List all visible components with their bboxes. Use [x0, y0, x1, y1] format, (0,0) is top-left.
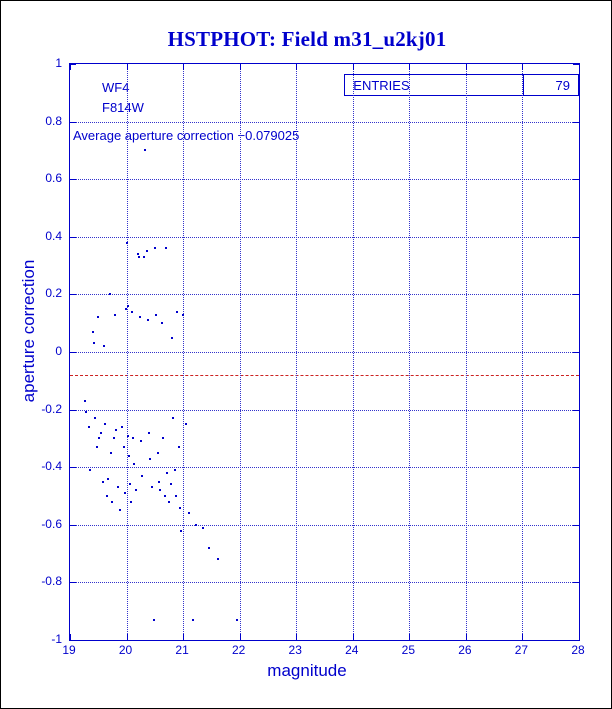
data-point — [126, 242, 128, 244]
data-point — [162, 437, 164, 439]
y-tick — [70, 122, 76, 123]
x-tick — [466, 634, 467, 640]
data-point — [93, 342, 95, 344]
y-tick — [573, 64, 579, 65]
data-point — [89, 469, 91, 471]
data-point — [135, 489, 137, 491]
data-point — [192, 619, 194, 621]
y-tick — [573, 582, 579, 583]
data-point — [174, 469, 176, 471]
y-tick — [70, 352, 76, 353]
annotation-filter: F814W — [102, 100, 144, 115]
data-point — [102, 481, 104, 483]
x-tick — [240, 64, 241, 70]
entries-divider — [523, 75, 524, 95]
x-tick — [409, 634, 410, 640]
y-tick-label: -0.8 — [41, 574, 62, 589]
data-point — [104, 423, 106, 425]
y-tick-label: -0.2 — [41, 401, 62, 416]
data-point — [178, 446, 180, 448]
x-tick — [127, 634, 128, 640]
data-point — [153, 619, 155, 621]
data-point — [127, 435, 129, 437]
data-point — [236, 619, 238, 621]
data-point — [182, 314, 184, 316]
x-tick-label: 25 — [401, 643, 416, 657]
plot-area — [69, 63, 580, 641]
x-tick-label: 23 — [288, 643, 302, 657]
data-point — [140, 440, 142, 442]
y-tick-label: 0.6 — [45, 171, 62, 186]
data-point — [110, 452, 112, 454]
data-point — [138, 256, 140, 258]
y-gridline — [70, 410, 579, 411]
data-point — [117, 486, 119, 488]
data-point — [179, 507, 181, 509]
data-point — [129, 483, 131, 485]
y-tick — [70, 64, 76, 65]
data-point — [149, 458, 151, 460]
y-gridline — [70, 352, 579, 353]
data-point — [172, 417, 174, 419]
y-axis-title: aperture correction — [19, 259, 38, 403]
data-point — [217, 558, 219, 560]
data-point — [98, 437, 100, 439]
x-tick — [240, 634, 241, 640]
y-gridline — [70, 582, 579, 583]
data-point — [168, 501, 170, 503]
data-point — [155, 314, 157, 316]
x-tick — [353, 64, 354, 70]
y-tick-label: 1 — [55, 56, 62, 70]
y-tick — [573, 352, 579, 353]
x-tick-label: 20 — [118, 643, 133, 657]
y-tick — [70, 467, 76, 468]
y-tick-label: -0.6 — [41, 516, 62, 531]
x-axis-title: magnitude — [267, 661, 347, 680]
y-gridline — [70, 467, 579, 468]
y-tick — [70, 525, 76, 526]
y-tick-label: 0.8 — [45, 113, 62, 128]
annotation-average: Average aperture correction −0.079025 — [73, 128, 300, 143]
data-point — [103, 345, 105, 347]
x-tick — [183, 634, 184, 640]
data-point — [123, 446, 125, 448]
data-point — [107, 478, 109, 480]
data-point — [96, 446, 98, 448]
x-tick — [466, 64, 467, 70]
data-point — [144, 149, 146, 151]
data-point — [176, 311, 178, 313]
y-gridline — [70, 525, 579, 526]
x-tick — [522, 634, 523, 640]
y-tick — [573, 525, 579, 526]
data-point — [147, 319, 149, 321]
entries-box — [344, 74, 579, 96]
data-point — [159, 489, 161, 491]
x-tick — [127, 64, 128, 70]
data-point — [84, 400, 86, 402]
x-tick — [409, 64, 410, 70]
y-tick — [70, 582, 76, 583]
y-tick-label: -0.4 — [41, 459, 62, 474]
data-point — [137, 253, 139, 255]
entries-value: 79 — [555, 78, 570, 93]
data-point — [124, 492, 126, 494]
x-tick — [296, 634, 297, 640]
data-point — [208, 547, 210, 549]
data-point — [141, 475, 143, 477]
data-point — [166, 472, 168, 474]
x-tick — [183, 64, 184, 70]
data-point — [113, 437, 115, 439]
x-tick — [579, 634, 580, 640]
data-point — [115, 429, 117, 431]
data-point — [158, 481, 160, 483]
y-tick — [573, 467, 579, 468]
y-gridline — [70, 179, 579, 180]
data-point — [188, 512, 190, 514]
y-tick — [573, 179, 579, 180]
data-point — [92, 331, 94, 333]
y-tick — [573, 294, 579, 295]
y-tick — [573, 122, 579, 123]
x-tick — [296, 64, 297, 70]
y-tick — [573, 410, 579, 411]
data-point — [114, 314, 116, 316]
y-tick — [70, 237, 76, 238]
annotation-chip: WF4 — [102, 80, 130, 95]
y-tick-label: 0 — [55, 344, 62, 358]
y-gridline — [70, 237, 579, 238]
y-tick — [70, 410, 76, 411]
data-point — [88, 426, 90, 428]
data-point — [131, 311, 133, 313]
x-tick-label: 27 — [514, 643, 529, 657]
data-point — [127, 305, 129, 307]
average-reference-line — [70, 375, 579, 376]
x-tick — [353, 634, 354, 640]
data-point — [157, 452, 159, 454]
data-point — [154, 247, 156, 249]
x-tick — [579, 64, 580, 70]
data-point — [165, 247, 167, 249]
data-point — [164, 495, 166, 497]
data-point — [119, 509, 121, 511]
y-tick-label: 0.2 — [45, 286, 62, 301]
data-point — [132, 437, 134, 439]
data-point — [146, 250, 148, 252]
y-tick — [70, 640, 76, 641]
data-point — [133, 463, 135, 465]
data-point — [170, 483, 172, 485]
data-point — [97, 316, 99, 318]
data-point — [180, 530, 182, 532]
data-point — [171, 337, 173, 339]
y-tick — [573, 237, 579, 238]
data-point — [106, 495, 108, 497]
y-tick — [573, 640, 579, 641]
data-point — [128, 455, 130, 457]
x-tick-label: 26 — [458, 643, 472, 657]
y-tick-label: 0.4 — [45, 228, 62, 243]
data-point — [111, 501, 113, 503]
data-point — [143, 256, 145, 258]
data-point — [195, 524, 197, 526]
data-point — [130, 501, 132, 503]
x-tick-label: 28 — [571, 643, 585, 657]
data-point — [109, 293, 111, 295]
y-tick — [70, 179, 76, 180]
data-point — [175, 495, 177, 497]
data-point — [139, 316, 141, 318]
x-tick-label: 22 — [231, 643, 246, 657]
y-tick — [70, 294, 76, 295]
y-gridline — [70, 294, 579, 295]
x-tick-label: 19 — [62, 643, 76, 657]
y-tick-label: -1 — [51, 632, 62, 646]
data-point — [202, 527, 204, 529]
data-point — [185, 423, 187, 425]
entries-label: ENTRIES — [353, 78, 410, 93]
y-gridline — [70, 122, 579, 123]
data-point — [125, 308, 127, 310]
x-tick — [522, 64, 523, 70]
data-point — [151, 486, 153, 488]
page-title: HSTPHOT: Field m31_u2kj01 — [167, 27, 447, 51]
x-tick-label: 24 — [345, 643, 359, 657]
data-point — [148, 432, 150, 434]
data-point — [85, 411, 87, 413]
data-point — [94, 417, 96, 419]
data-point — [161, 322, 163, 324]
data-point — [100, 432, 102, 434]
data-point — [121, 426, 123, 428]
x-tick-label: 21 — [175, 643, 189, 657]
